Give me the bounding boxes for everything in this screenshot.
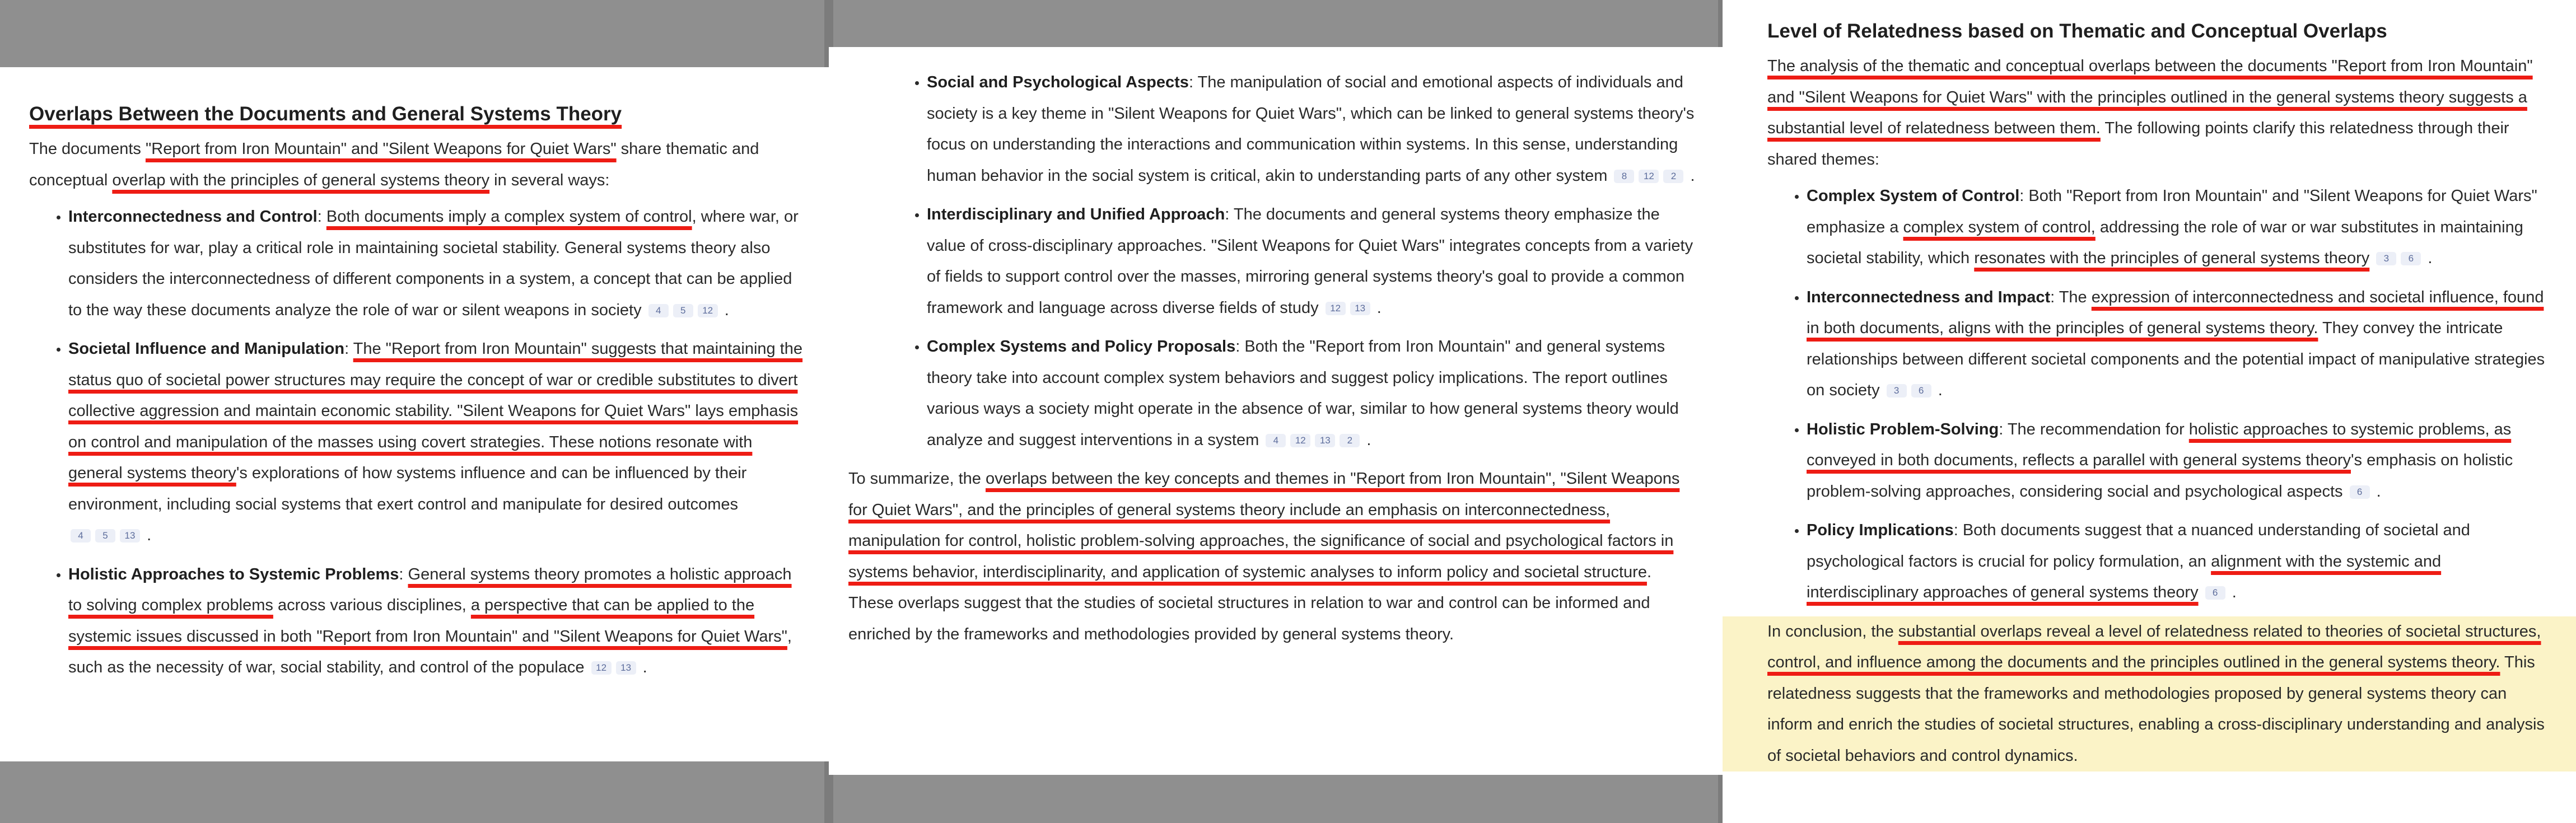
conclusion-paragraph: In conclusion, the substantial overlaps reveal a level of relatedness related to theories of societal structures, control, and influence among the documents and the principles outlined in the general systems theory. This relatedness suggests that the frameworks and methodologies proposed by general systems theory can inform and enrich the studies of societal structures, enabling a cross-disciplinary understanding and analysis of societal behaviors and control dynamics. bbox=[1723, 616, 2576, 772]
intro-paragraph: The documents "Report from Iron Mountain" and "Silent Weapons for Quiet Wars" share thematic and conceptual overlap with the principles of general systems theory in several ways: bbox=[29, 140, 759, 189]
list-item: • Policy Implications: Both documents suggest that a nuanced understanding of societal and psychological factors is crucial for policy formulation, an alignment with the systemic and interdisciplinary approaches of general systems theory 6 . bbox=[1807, 515, 2554, 609]
list-item: • Interdisciplinary and Unified Approach: The documents and general systems theory emphasize the value of cross-disciplinary approaches. "Silent Weapons for Quiet Wars" integrates concepts from a variety of fields to support control over the masses, mirroring general systems theory's goal to provide a common framework and language across diverse fields of study 12 13 . bbox=[927, 199, 1700, 324]
list-item: • Societal Influence and Manipulation: The "Report from Iron Mountain" suggests that maintaining the status quo of societal power structures may require the concept of war or credible substitutes to divert collective aggression and maintain economic stability. "Silent Weapons for Quiet Wars" lays emphasis on control and manipulation of the masses using covert strategies. These notions resonate with general systems theory's explorations of how systems influence and can be influenced by their environment, including social systems that exert control and manipulate for desired outcomes 4 5 13 . bbox=[68, 334, 806, 551]
section-title: Level of Relatedness based on Thematic and Conceptual Overlaps bbox=[1767, 20, 2387, 42]
citation-badge[interactable]: 12 bbox=[1639, 170, 1659, 183]
citation-badge[interactable]: 12 bbox=[698, 304, 718, 317]
citation-group: 12 13 . bbox=[1319, 299, 1382, 317]
citation-group: 12 13 . bbox=[585, 658, 647, 676]
list-item: • Complex Systems and Policy Proposals: Both the "Report from Iron Mountain" and general systems theory take into account complex system behaviors and suggest policy implications. The report outlines various ways a society might operate in the absence of war, similar to how general systems theory would analyze and suggest interventions in a system 4 12 13 2 . bbox=[927, 331, 1700, 456]
citation-badge[interactable]: 5 bbox=[673, 304, 693, 317]
relatedness-list bbox=[1767, 181, 2554, 609]
citation-badge[interactable]: 3 bbox=[1887, 384, 1907, 398]
citation-badge[interactable]: 13 bbox=[1350, 302, 1370, 315]
list-item: • Holistic Problem-Solving: The recommendation for holistic approaches to systemic problems, as conveyed in both documents, reflects a parallel with general systems theory's emphasis on holistic problem-solving approaches, considering social and psychological aspects 6 . bbox=[1807, 414, 2554, 508]
citation-badge[interactable]: 12 bbox=[1326, 302, 1346, 315]
citation-badge[interactable]: 8 bbox=[1614, 170, 1634, 183]
citation-badge[interactable]: 4 bbox=[648, 304, 669, 317]
citation-group: 6 . bbox=[2343, 483, 2381, 501]
citation-group: 6 . bbox=[2199, 583, 2237, 601]
citation-group: 3 6 . bbox=[2369, 249, 2432, 267]
citation-group: 4 5 12 . bbox=[642, 301, 729, 319]
citation-group: 4 12 13 2 . bbox=[1259, 431, 1371, 449]
citation-badge[interactable]: 3 bbox=[2376, 252, 2396, 265]
citation-badge[interactable]: 13 bbox=[120, 529, 140, 543]
list-item: • Interconnectedness and Impact: The expression of interconnectedness and societal influence, found in both documents, aligns with the principles of general systems theory. They convey the intricate relationships between different societal components and the potential impact of manipulative strategies on society 3 6 . bbox=[1807, 282, 2554, 406]
citation-group: 8 12 2 . bbox=[1607, 167, 1695, 185]
list-item: • Holistic Approaches to Systemic Problems: General systems theory promotes a holistic approach to solving complex problems across various disciplines, a perspective that can be applied to the systemic issues discussed in both "Report from Iron Mountain" and "Silent Weapons for Quiet Wars", such as the necessity of war, social stability, and control of the populace 12 13 . bbox=[68, 559, 806, 684]
citation-group: 4 5 13 . bbox=[68, 526, 151, 544]
overlap-list bbox=[888, 67, 1700, 456]
citation-badge[interactable]: 4 bbox=[71, 529, 91, 543]
citation-badge[interactable]: 6 bbox=[2401, 252, 2421, 265]
intro-paragraph: The analysis of the thematic and conceptual overlaps between the documents "Report from Iron Mountain" and "Silent Weapons for Quiet Wars" with the principles outlined in the general systems theory suggests a substantial level of relatedness between them. The following points clarify this relatedness through their shared themes: bbox=[1767, 57, 2533, 169]
citation-badge[interactable]: 13 bbox=[1315, 434, 1335, 447]
citation-badge[interactable]: 6 bbox=[2350, 485, 2370, 499]
list-item: • Interconnectedness and Control: Both documents imply a complex system of control, where war, or substitutes for war, play a critical role in maintaining societal stability. General systems theory also considers the interconnectedness of different components in a system, a concept that can be applied to the way these documents analyze the role of war or silent weapons in society 4 5 12 . bbox=[68, 202, 806, 326]
list-item: • Social and Psychological Aspects: The manipulation of social and emotional aspects of individuals and society is a key theme in "Silent Weapons for Quiet Wars", which can be linked to general systems theory's focus on understanding the interactions and communication within systems. In this sense, understanding human behavior in the social system is critical, akin to understanding parts of any other system 8 12 2 . bbox=[927, 67, 1700, 191]
citation-badge[interactable]: 2 bbox=[1663, 170, 1683, 183]
citation-badge[interactable]: 12 bbox=[591, 661, 612, 675]
citation-badge[interactable]: 6 bbox=[1911, 384, 1931, 398]
panel-left bbox=[0, 67, 829, 761]
citation-badge[interactable]: 12 bbox=[1290, 434, 1310, 447]
citation-badge[interactable]: 6 bbox=[2205, 586, 2225, 600]
citation-badge[interactable]: 5 bbox=[95, 529, 115, 543]
panel-right bbox=[1723, 0, 2576, 823]
citation-group: 3 6 . bbox=[1880, 381, 1943, 399]
list-item: • Complex System of Control: Both "Report from Iron Mountain" and "Silent Weapons for Quiet Wars" emphasize a complex system of control, addressing the role of war or war substitutes in maintaining societal stability, which resonates with the principles of general systems theory 3 6 . bbox=[1807, 181, 2554, 274]
overlap-list bbox=[29, 202, 806, 684]
section-title: Overlaps Between the Documents and General Systems Theory bbox=[29, 103, 622, 125]
panel-middle bbox=[829, 47, 1723, 775]
citation-badge[interactable]: 13 bbox=[616, 661, 636, 675]
citation-badge[interactable]: 4 bbox=[1266, 434, 1286, 447]
citation-badge[interactable]: 2 bbox=[1340, 434, 1360, 447]
summary-paragraph: To summarize, the overlaps between the key concepts and themes in "Report from Iron Mountain", "Silent Weapons for Quiet Wars", and the principles of general systems theory include an emphasis on interconnectedness, manipulation for control, holistic problem-solving approaches, the significance of social and psychological factors in systems behavior, interdisciplinarity, and application of systemic analyses to inform policy and societal structure. These overlaps suggest that the studies of societal structures in relation to war and control can be informed and enriched by the frameworks and methodologies provided by general systems theory. bbox=[848, 470, 1680, 643]
